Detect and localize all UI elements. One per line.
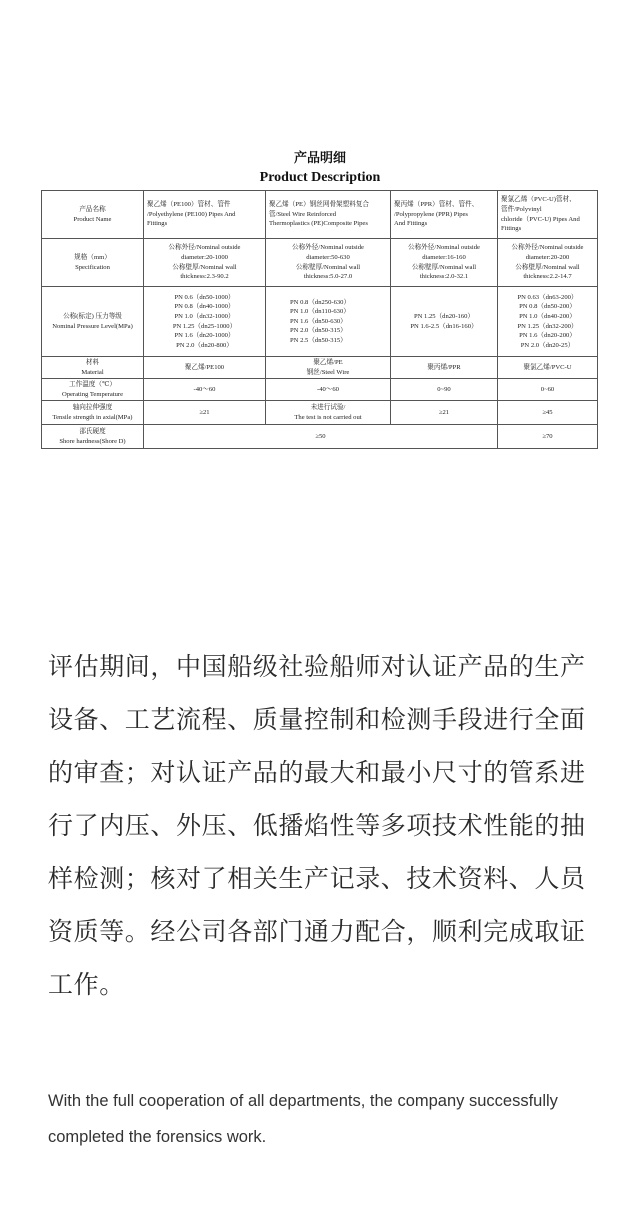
cell-line: 公称(标定) 压力等级 xyxy=(63,312,122,320)
cell-line: 管/Steel Wire Reinforced xyxy=(269,210,336,218)
spec-cell xyxy=(391,239,498,287)
cell-line: ≥21 xyxy=(199,408,210,416)
cell-line: Tensile strength in axial(MPa) xyxy=(52,413,133,421)
tensile-cell xyxy=(266,401,391,425)
cell-line: Fittings xyxy=(147,220,168,228)
cell-line: PN 1.6（dn20-1000） xyxy=(174,332,235,340)
tensile-cell xyxy=(144,401,266,425)
cell-line: 公称壁厚/Nominal wall xyxy=(172,263,237,271)
cell-line: diameter:16-160 xyxy=(422,253,466,261)
row-pressure xyxy=(42,287,598,357)
cell-line: 聚乙烯（PE100）管材、管件 xyxy=(147,201,231,209)
paragraph-cn: 评估期间，中国船级社验船师对认证产品的生产设备、工艺流程、质量控制和检测手段进行全面的审查；对认证产品的最大和最小尺寸的管系进行了内压、外压、低播焰性等多项技术性能的抽样检测；核对了相关生产记录、技术资料、人员资质等。经公司各部门通力配合，顺利完成取证工作。 xyxy=(48,652,586,999)
cell-line: PN 0.8（dn40-1000） xyxy=(174,303,235,311)
cell-line: 聚丙烯/PPR xyxy=(427,363,461,371)
cell-line: 未进行试验/ xyxy=(310,404,346,412)
cell-line: thickness:2.2-14.7 xyxy=(523,273,572,281)
row-temperature xyxy=(42,379,598,401)
cell-line: PN 1.25（dn20-160） xyxy=(413,312,475,320)
tensile-cell xyxy=(498,401,598,425)
cell-line: PN 1.25（dn25-1000） xyxy=(172,322,237,330)
cell-line: 材料 xyxy=(85,359,100,366)
cell-line: ≥45 xyxy=(542,408,553,416)
cell-line: diameter:20-1000 xyxy=(181,253,228,261)
cell-line: 钢丝/Steel Wire xyxy=(306,368,350,376)
material-cell xyxy=(266,357,391,379)
cell-line: 邵氏硬度 xyxy=(79,428,106,436)
cell-line: diameter:50-630 xyxy=(306,253,350,261)
cell-line: PN 1.25（dn32-200） xyxy=(517,322,578,330)
cell-line: And Fittings xyxy=(394,220,428,228)
material-cell xyxy=(391,357,498,379)
paragraph-en: With the full cooperation of all departments, the company successfully completed the forensics work. xyxy=(48,1092,558,1146)
cell-line: ≥21 xyxy=(438,408,450,416)
cell-line: 公称外径/Nominal outside xyxy=(168,244,241,252)
cell-line: PN 2.0（dn20-25） xyxy=(520,341,575,349)
row-specification xyxy=(42,239,598,287)
cell-line: 规格（mm） xyxy=(74,253,111,261)
cell-line: 聚乙烯/PE100 xyxy=(184,363,225,371)
spec-cell xyxy=(266,239,391,287)
cell-line: Shore hardness(Shore D) xyxy=(59,437,126,445)
spec-cell xyxy=(498,239,598,287)
row-hardness xyxy=(42,425,598,449)
product-table xyxy=(41,190,598,449)
cell-line: thickness:2.3-90.2 xyxy=(180,273,229,281)
cell-line: 工作温度（℃） xyxy=(69,381,116,389)
cell-line: 聚氯乙烯/PVC-U xyxy=(523,363,572,371)
product-name-cell xyxy=(391,191,498,239)
tensile-cell xyxy=(391,401,498,425)
temperature-cell: 0~60 xyxy=(498,379,598,401)
cell-line: Operating Temperature xyxy=(61,390,124,398)
cell-line: PN 1.6（dn50-630） xyxy=(290,317,347,325)
cell-line: PN 1.6-2.5（dn16-160） xyxy=(410,322,478,330)
cell-line: PN 2.5（dn50-315） xyxy=(290,336,347,344)
cell-line: Nominal Pressure Level(MPa) xyxy=(52,322,133,330)
title-en: Product Description xyxy=(259,170,381,185)
cell-line: diameter:20-200 xyxy=(525,253,570,261)
temperature-cell: -40～60 xyxy=(144,379,266,401)
cell-line: PN 0.8（dn50-200） xyxy=(519,303,576,311)
cell-line: thickness:5.0-27.0 xyxy=(303,273,353,281)
cell-line: 公称外径/Nominal outside xyxy=(292,244,364,252)
header-pressure xyxy=(42,287,144,357)
cell-line: 产品名称 xyxy=(79,205,106,213)
cell-line: The test is not carried out xyxy=(294,413,362,421)
cell-line: thickness:2.0-32.1 xyxy=(419,273,469,281)
row-material xyxy=(42,357,598,379)
header-temperature xyxy=(42,379,144,401)
product-name-cell xyxy=(498,191,598,239)
cell-line: Material xyxy=(81,368,104,376)
title-cn: 产品明细 xyxy=(293,151,346,166)
cell-line: PN 0.63（dn63-200） xyxy=(517,293,578,301)
header-tensile xyxy=(42,401,144,425)
temperature-cell: -40～60 xyxy=(266,379,391,401)
cell-line: 轴向拉伸强度 xyxy=(72,404,113,412)
product-name-cell xyxy=(144,191,266,239)
cell-line: PN 0.8（dn250-630） xyxy=(290,298,351,306)
cell-line: chloride（PVC-U) Pipes And xyxy=(501,215,580,223)
cell-line: PN 0.6（dn50-1000） xyxy=(174,293,235,301)
hardness-cell: ≥70 xyxy=(498,425,598,449)
row-tensile xyxy=(42,401,598,425)
cell-line: Specification xyxy=(75,263,110,271)
product-name-cell xyxy=(266,191,391,239)
cell-line: /Polypropylene (PPR) Pipes xyxy=(394,210,468,218)
cell-line: PN 1.0（dn110-630） xyxy=(290,308,350,316)
pressure-cell xyxy=(391,287,498,357)
cell-line: Thermoplastics (PE)Composite Pipes xyxy=(269,220,368,228)
cell-line: PN 1.6（dn20-200） xyxy=(519,332,576,340)
cell-line: 公称外径/Nominal outside xyxy=(511,244,584,252)
header-hardness xyxy=(42,425,144,449)
material-cell xyxy=(498,357,598,379)
cell-line: Product Name xyxy=(73,215,112,223)
spec-cell xyxy=(144,239,266,287)
cell-line: 聚丙烯（PPR）管材、管件、 xyxy=(394,201,479,209)
cell-line: 管件/Polyvinyl xyxy=(501,205,542,213)
header-product-name xyxy=(42,191,144,239)
pressure-cell xyxy=(498,287,598,357)
header-material xyxy=(42,357,144,379)
cell-line: 公称壁厚/Nominal wall xyxy=(515,263,580,271)
cell-line: 聚乙烯（PE）钢丝网骨架塑料复合 xyxy=(269,201,370,209)
temperature-cell: 0~90 xyxy=(391,379,498,401)
cell-line: PN 1.0（dn40-200） xyxy=(519,312,576,320)
cell-line: PN 2.0（dn20-800） xyxy=(176,341,233,349)
header-specification xyxy=(42,239,144,287)
material-cell xyxy=(144,357,266,379)
cell-line: 公称外径/Nominal outside xyxy=(408,244,480,252)
cell-line: 公称壁厚/Nominal wall xyxy=(411,263,477,271)
cell-line: 聚乙烯/PE xyxy=(313,359,343,366)
row-product-name xyxy=(42,191,598,239)
cell-line: /Polyethylene (PE100) Pipes And xyxy=(147,210,236,218)
pressure-cell xyxy=(266,287,391,357)
pressure-cell xyxy=(144,287,266,357)
cell-line: PN 1.0（dn32-1000） xyxy=(174,312,235,320)
cell-line: Fittings xyxy=(501,225,522,233)
hardness-merged-cell: ≥50 xyxy=(144,425,498,449)
cell-line: 聚氯乙烯（PVC-U)管材、 xyxy=(501,196,576,204)
cell-line: 公称壁厚/Nominal wall xyxy=(295,263,361,271)
cell-line: PN 2.0（dn50-315） xyxy=(290,327,347,335)
